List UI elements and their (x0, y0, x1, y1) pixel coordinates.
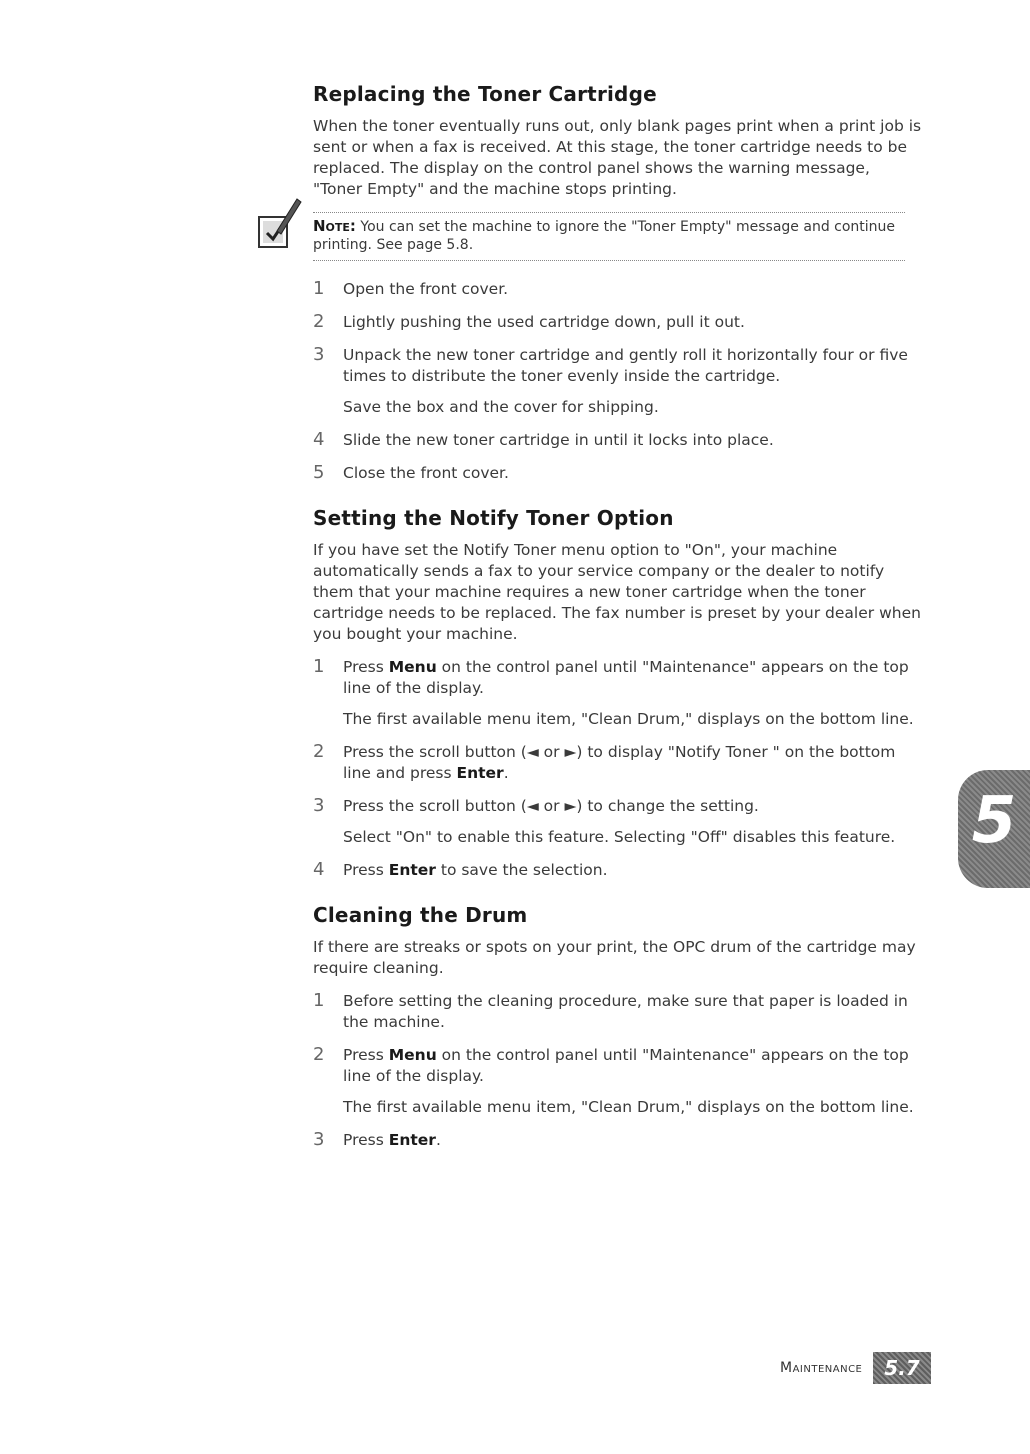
step-key-enter: Enter (388, 861, 436, 879)
step-subtext: The first available menu item, "Clean Drum," displays on the bottom line. (343, 710, 914, 728)
section-intro: If there are streaks or spots on your print, the OPC drum of the cartridge may require cleaning. (313, 938, 916, 977)
step-item (313, 312, 923, 333)
note-box (313, 212, 905, 261)
step-subtext: The first available menu item, "Clean Drum," displays on the bottom line. (343, 1098, 914, 1116)
step-text-pre: Press (343, 658, 389, 676)
footer-chapter-label: Maintenance (780, 1360, 863, 1376)
chapter-number: 5 (971, 784, 1017, 858)
step-text: Slide the new toner cartridge in until it locks into place. (343, 431, 774, 449)
step-text: Close the front cover. (343, 464, 509, 482)
step-item (313, 430, 923, 451)
footer-page-number: 5.7 (873, 1352, 931, 1384)
section-title: Setting the Notify Toner Option (313, 506, 674, 530)
step-key-enter: Enter (456, 764, 504, 782)
step-text (343, 657, 923, 699)
step-text (343, 1045, 923, 1087)
section-replacing-toner (313, 82, 923, 484)
section-notify-toner (313, 506, 923, 881)
step-text: Before setting the cleaning procedure, make sure that paper is loaded in the machine. (343, 992, 908, 1031)
step-text: Open the front cover. (343, 280, 509, 298)
step-item (313, 345, 923, 418)
step-text: Press the scroll button (◄ or ►) to change the setting. (343, 797, 759, 815)
step-item (313, 991, 923, 1033)
step-text-pre: Press (343, 1131, 389, 1149)
step-number: 1 (313, 278, 325, 299)
page-content (313, 82, 923, 1173)
step-number: 2 (313, 741, 325, 762)
step-number: 2 (313, 311, 325, 332)
step-item (313, 1130, 923, 1151)
step-text-post: . (503, 764, 509, 782)
step-number: 4 (313, 859, 325, 880)
steps-list (313, 991, 923, 1151)
chapter-tab (958, 770, 1030, 888)
step-text (343, 1130, 923, 1151)
section-intro: If you have set the Notify Toner menu option to "On", your machine automatically sends a fax to your service company or the dealer to notify them that your machine requires a new toner cartridge when the toner cartridge needs to be replaced. The fax number is preset by your dealer when you bought your machine. (313, 541, 921, 643)
step-item (313, 279, 923, 300)
step-number: 2 (313, 1044, 325, 1065)
section-title: Cleaning the Drum (313, 903, 528, 927)
step-item (313, 657, 923, 730)
step-text-post: . (435, 1131, 441, 1149)
step-number: 1 (313, 990, 325, 1011)
step-text: Lightly pushing the used cartridge down, pull it out. (343, 313, 745, 331)
step-number: 4 (313, 429, 325, 450)
step-text-pre: Press (343, 861, 389, 879)
step-number: 1 (313, 656, 325, 677)
step-number: 3 (313, 1129, 325, 1150)
step-number: 3 (313, 795, 325, 816)
step-text-pre: Press (343, 1046, 389, 1064)
steps-list (313, 279, 923, 484)
step-number: 3 (313, 344, 325, 365)
section-intro: When the toner eventually runs out, only blank pages print when a print job is sent or when a fax is received. At this stage, the toner cartridge needs to be replaced. The display on the control panel shows the warning message, "Toner Empty" and the machine stops printing. (313, 117, 922, 198)
step-item (313, 1045, 923, 1118)
section-cleaning-drum (313, 903, 923, 1151)
step-text-post: on the control panel until "Maintenance" appears on the top line of the display. (343, 1046, 909, 1085)
step-subtext: Select "On" to enable this feature. Selecting "Off" disables this feature. (343, 828, 896, 846)
step-item (313, 463, 923, 484)
step-item (313, 796, 923, 848)
step-item (313, 742, 923, 784)
note-body: You can set the machine to ignore the "Toner Empty" message and continue printing. See page 5.8. (313, 219, 896, 253)
step-key-enter: Enter (388, 1131, 436, 1149)
step-key-menu: Menu (388, 1046, 437, 1064)
note-pencil-icon (255, 195, 303, 251)
section-title: Replacing the Toner Cartridge (313, 82, 657, 106)
steps-list (313, 657, 923, 881)
step-text-post: on the control panel until "Maintenance" appears on the top line of the display. (343, 658, 909, 697)
step-subtext: Save the box and the cover for shipping. (343, 398, 659, 416)
step-item (313, 860, 923, 881)
note-text (313, 217, 905, 254)
step-text: Unpack the new toner cartridge and gently roll it horizontally four or five times to distribute the toner evenly inside the cartridge. (343, 346, 908, 385)
step-text (343, 860, 923, 881)
step-text-post: to save the selection. (435, 861, 608, 879)
step-key-menu: Menu (388, 658, 437, 676)
note-label: Note: (313, 217, 356, 235)
step-text (343, 742, 923, 784)
step-number: 5 (313, 462, 325, 483)
step-text-pre: Press the scroll button (◄ or ►) to display "Notify Toner " on the bottom line and press (343, 743, 896, 782)
